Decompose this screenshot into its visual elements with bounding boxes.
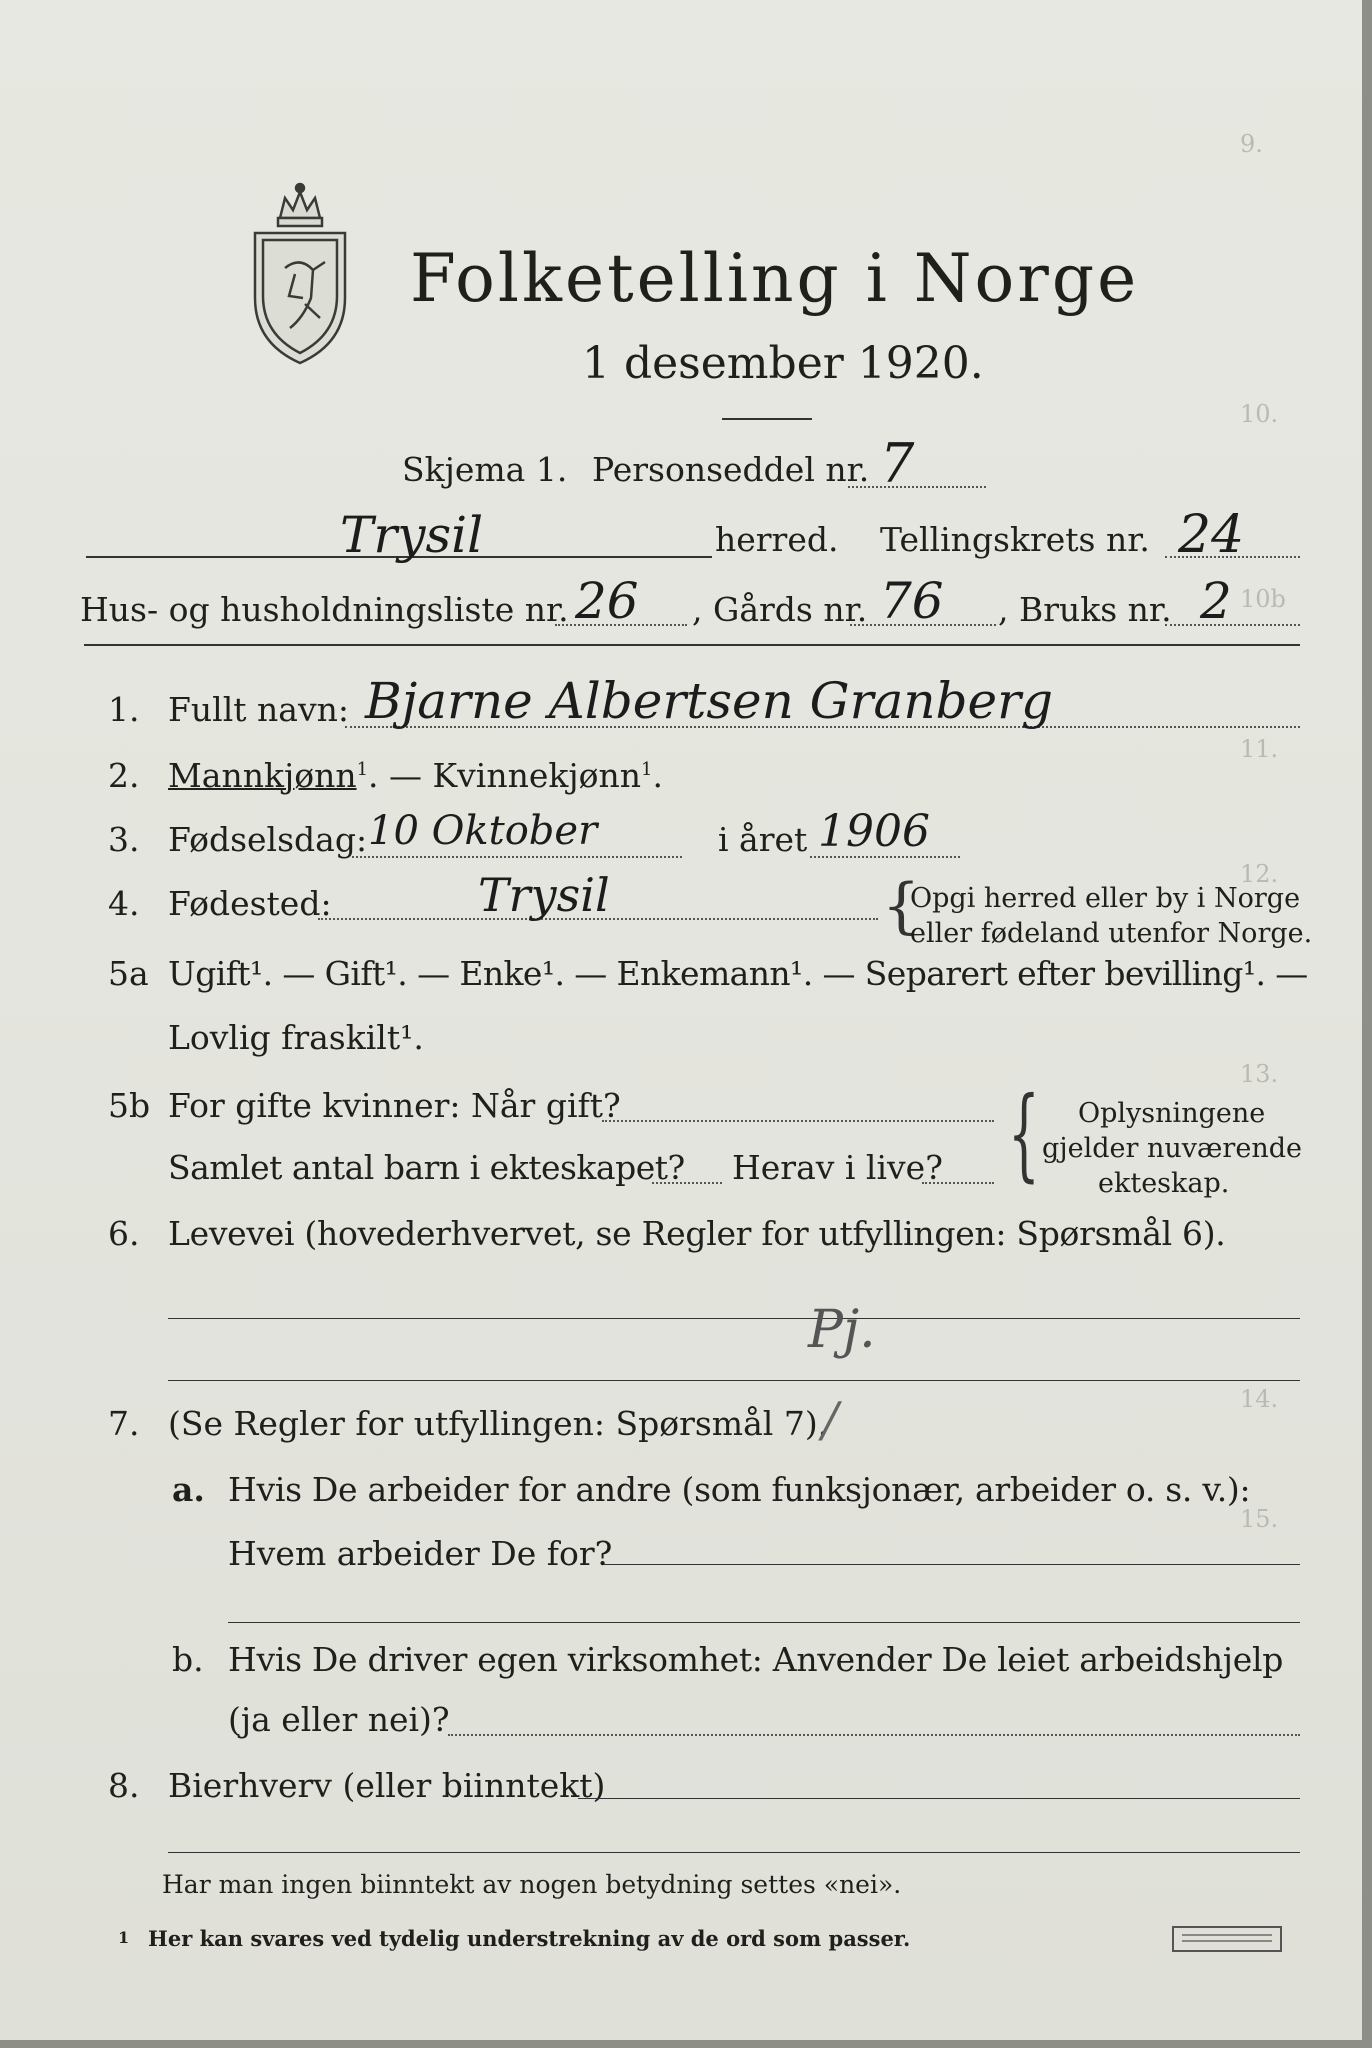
q6-number: 6. <box>108 1214 140 1253</box>
q5b-children-line <box>652 1182 722 1184</box>
q4-number: 4. <box>108 884 140 923</box>
bruks-label: , Bruks nr. <box>998 590 1172 629</box>
tellingskrets-value: 24 <box>1178 505 1245 565</box>
footnote-text: Her kan svares ved tydelig understrekning av de ord som passer. <box>148 1926 911 1951</box>
q5b-number: 5b <box>108 1086 151 1125</box>
husliste-label: Hus- og husholdningsliste nr. <box>80 590 569 629</box>
q7a-employer-line <box>603 1564 1300 1565</box>
tellingskrets-label: Tellingskrets nr. <box>880 520 1150 559</box>
bruks-line <box>1165 624 1300 626</box>
q7a-extra-line <box>228 1622 1300 1623</box>
schema-label: Skjema 1. <box>402 450 568 489</box>
q5b-when-married-label: For gifte kvinner: Når gift? <box>168 1086 621 1125</box>
q5b-when-married-line <box>602 1120 994 1122</box>
q5b-alive-line <box>922 1182 994 1184</box>
q2-female-option: . — Kvinnekjønn <box>368 756 641 795</box>
q5b-children-label: Samlet antal barn i ekteskapet? <box>168 1148 685 1187</box>
herred-label: herred. <box>715 520 839 559</box>
q7b-line <box>448 1734 1300 1736</box>
bruks-value: 2 <box>1200 572 1232 630</box>
gards-value: 76 <box>880 572 944 630</box>
q7a-line1: Hvis De arbeider for andre (som funksjonær, arbeider o. s. v.): <box>228 1470 1251 1509</box>
herred-value: Trysil <box>340 506 484 564</box>
q1-label: Fullt navn: <box>168 690 349 729</box>
q7-label: (Se Regler for utfyllingen: Spørsmål 7). <box>168 1404 829 1443</box>
q5b-note-line1: Oplysningene <box>1078 1098 1266 1129</box>
q4-note-line2: eller fødeland utenfor Norge. <box>910 918 1313 949</box>
q4-note-line1: Opgi herred eller by i Norge <box>910 883 1301 914</box>
page-title: Folketelling i Norge <box>410 240 1140 317</box>
q1-number: 1. <box>108 690 140 729</box>
q4-birthplace-value: Trysil <box>478 868 610 922</box>
census-date: 1 desember 1920. <box>582 338 984 389</box>
header-separator <box>84 644 1300 646</box>
husliste-value: 26 <box>575 572 639 630</box>
q6-line1 <box>168 1318 1300 1319</box>
q5b-note-line3: ekteskap. <box>1098 1168 1230 1199</box>
q3-birthday-value: 10 Oktober <box>368 808 598 854</box>
q5b-brace: { <box>1008 1075 1040 1192</box>
q5a-marital-options: Ugift¹. — Gift¹. — Enke¹. — Enkemann¹. — Separert efter bevilling¹. — <box>168 954 1308 993</box>
q4-label: Fødested: <box>168 884 332 923</box>
q7a-number: a. <box>172 1470 205 1509</box>
q2-sex-options <box>168 756 663 795</box>
personseddel-label: Personseddel nr. <box>592 450 870 489</box>
norwegian-coat-of-arms-icon <box>245 178 355 368</box>
q5b-alive-label: Herav i live? <box>732 1148 943 1187</box>
q3-number: 3. <box>108 820 140 859</box>
q1-full-name-value: Bjarne Albertsen Granberg <box>365 672 1054 730</box>
q7b-line1: Hvis De driver egen virksomhet: Anvender De leiet arbeidshjelp <box>228 1640 1284 1679</box>
q3-label: Fødselsdag: <box>168 820 368 859</box>
q2-number: 2. <box>108 756 140 795</box>
q4-brace: { <box>882 871 921 941</box>
q7a-employer-label: Hvem arbeider De for? <box>228 1534 613 1573</box>
q7-pencil-mark: / <box>822 1392 839 1448</box>
q6-label: Levevei (hovederhvervet, se Regler for utfyllingen: Spørsmål 6). <box>168 1214 1226 1253</box>
q3-year-value: 1906 <box>818 806 930 857</box>
q5a-divorced-option: Lovlig fraskilt¹. <box>168 1018 424 1057</box>
q5b-note-line2: gjelder nuværende <box>1042 1133 1302 1164</box>
q2-sup1: 1 <box>356 759 369 780</box>
q5a-number: 5a <box>108 954 149 993</box>
footnote-number: 1 <box>118 1928 130 1947</box>
q8-label: Bierhverv (eller biinntekt) <box>168 1766 606 1805</box>
q7b-number: b. <box>172 1640 204 1679</box>
q3-day-line <box>352 856 682 858</box>
printer-stamp <box>1172 1926 1282 1952</box>
gards-label: , Gårds nr. <box>692 590 868 629</box>
q8-number: 8. <box>108 1766 140 1805</box>
scan-edge-bottom <box>0 2040 1372 2048</box>
q6-line2 <box>168 1380 1300 1381</box>
footer-note: Har man ingen biinntekt av nogen betydning settes «nei». <box>162 1870 902 1899</box>
q7-number: 7. <box>108 1404 140 1443</box>
q3-year-label: i året <box>718 820 808 859</box>
q8-line1 <box>578 1798 1300 1799</box>
q8-line2 <box>168 1852 1300 1853</box>
q6-occupation-value: Pj. <box>808 1300 876 1360</box>
personseddel-line <box>848 486 986 488</box>
q2-male-option: Mannkjønn <box>168 756 357 795</box>
scan-edge-right <box>1362 0 1372 2048</box>
q7b-hired-help-label: (ja eller nei)? <box>228 1700 450 1739</box>
census-form-page: 9. 10. 10b 11. 12. 13. 14. 15. Folketelling i Norge 1 desember 1920. Skjema 1. Personseddel nr. 7 Trysil herred. Tellingskrets nr. 24 Hus- og husholdningsliste nr. 26 , Gårds nr. 76 , Bruks nr. 2 1. Fullt navn: Bjarne Albertsen Granberg 2. Mannkjønn$^1$. — Kvinnekjønn$^1$. 3. Fødselsdag: 10 Oktober i året 1906 4. Fødested: Trysil { Opgi herred eller by i Norge eller fødeland utenfor Norge. 5a Ugift¹. — Gift¹. — Enke¹. — Enkemann¹. — Separert efter bevilling¹. — Lovlig fraskilt¹. 5b For gifte kvinner: Når gift? Samlet antal barn i ekteskapet? Herav i live? { Oplysningene gjelder nuværende ekteskap. 6. Levevei (hovederhvervet, se Regler for utfyllingen: Spørsmål 6). Pj. 7. (Se Regler for utfyllingen: Spørsmål 7). / a. Hvis De arbeider for andre (som funksjonær, arbeider o. s. v.): Hvem arbeider De for? b. Hvis De driver egen virksomhet: Anvender De leiet arbeidshjelp (ja eller nei)? 8. Bierhverv (eller biinntekt) Har man ingen biinntekt av nogen betydning settes «nei». 1 Her kan svares ved tydelig understrekning av de ord som passer. <box>0 0 1372 2048</box>
personseddel-value: 7 <box>880 432 915 495</box>
q2-sup2: 1 <box>641 759 653 780</box>
q2-end: . <box>652 756 663 795</box>
title-divider <box>722 418 812 420</box>
